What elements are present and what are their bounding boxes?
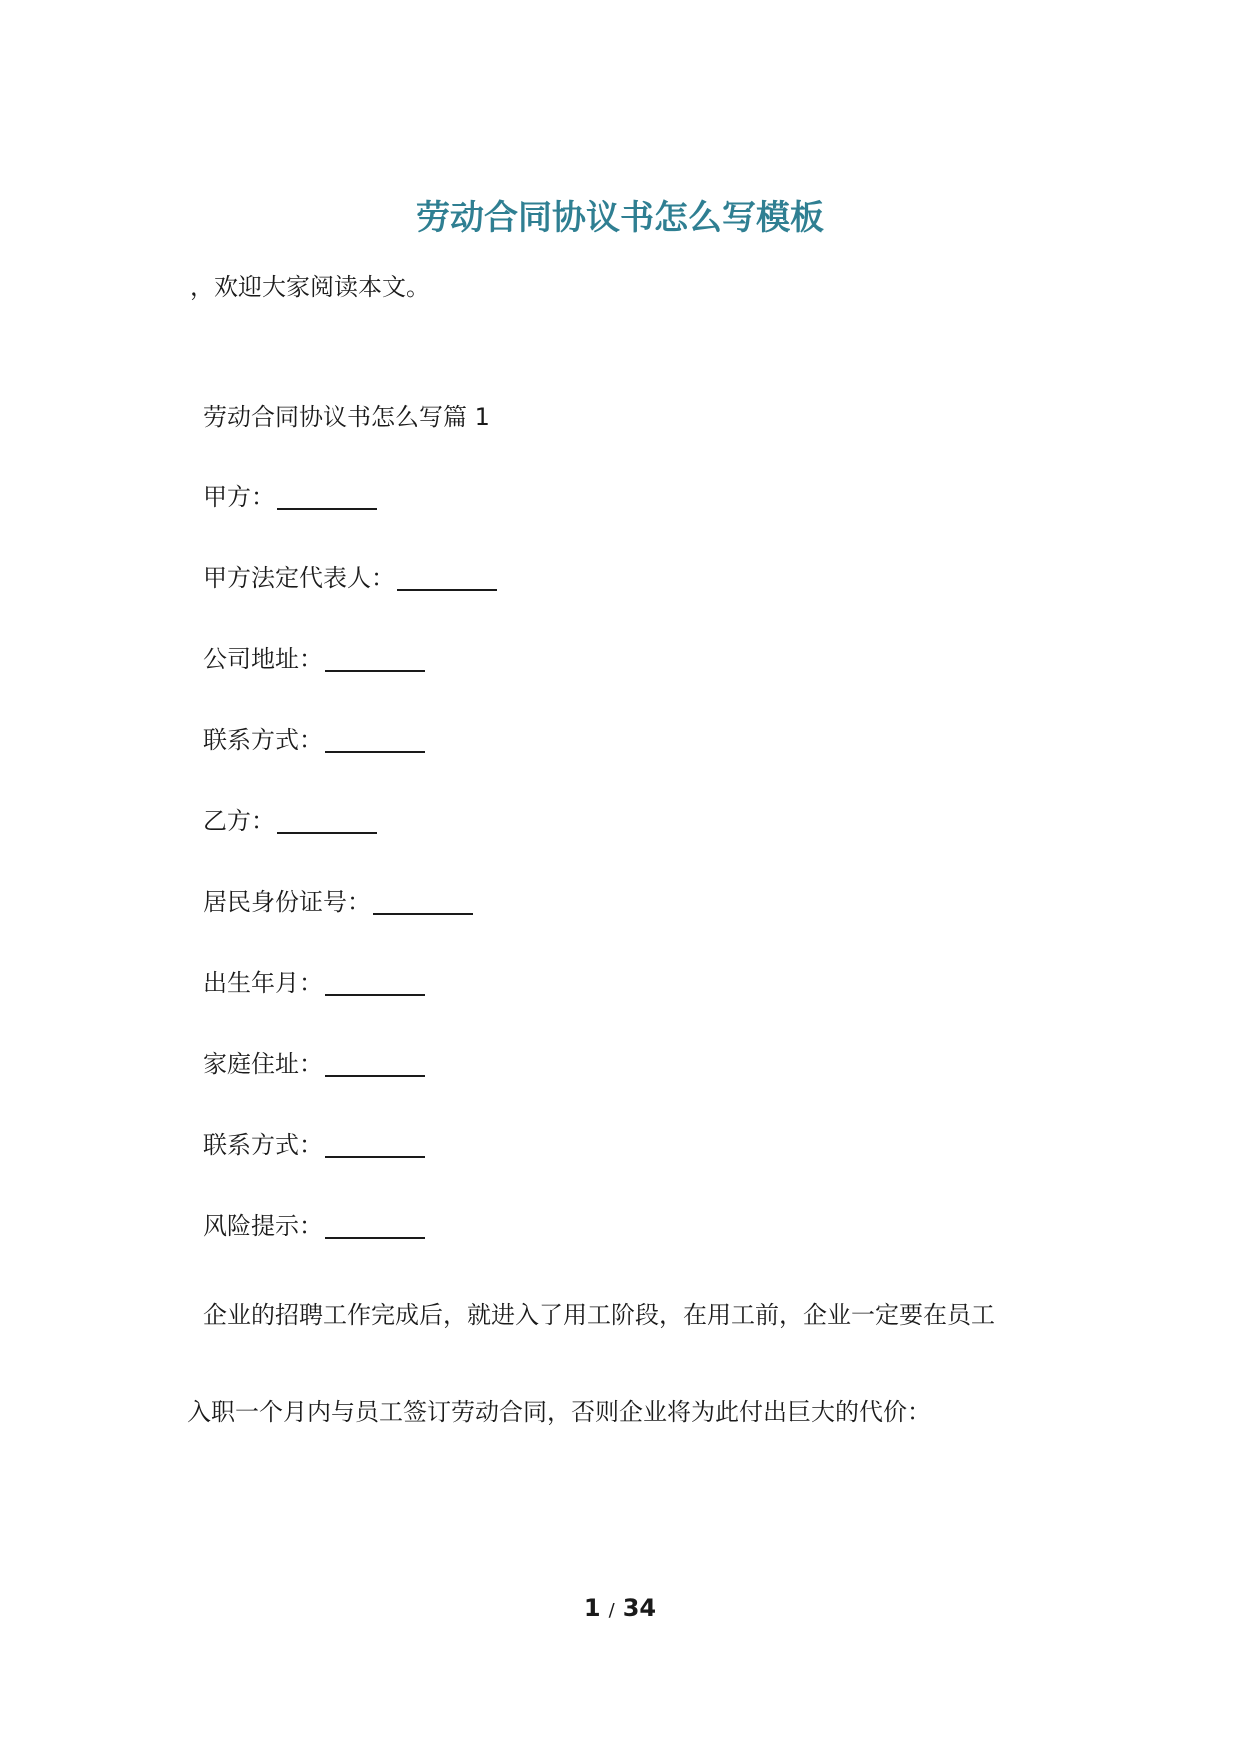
field-id-number [203, 885, 473, 919]
blank-line [325, 1213, 425, 1239]
field-birth-date [203, 966, 425, 1000]
section-heading: 劳动合同协议书怎么写篇 1 [203, 403, 490, 431]
page-number [0, 1593, 1240, 1626]
blank-line [325, 646, 425, 672]
blank-line [397, 565, 497, 591]
field-risk-notice [203, 1209, 425, 1243]
blank-line [373, 889, 473, 915]
field-contact-b [203, 1128, 425, 1162]
field-party-a [203, 480, 377, 514]
page-total: 34 [622, 1594, 657, 1622]
field-company-address [203, 642, 425, 676]
document-title: 劳动合同协议书怎么写模板 [416, 198, 824, 238]
field-label: 公司地址： [203, 645, 323, 673]
field-label: 甲方： [203, 483, 275, 511]
blank-line [277, 808, 377, 834]
field-home-address [203, 1047, 425, 1081]
blank-line [325, 1051, 425, 1077]
field-contact-a [203, 723, 425, 757]
field-legal-representative [203, 561, 497, 595]
page-current: 1 [583, 1594, 601, 1622]
field-label: 家庭住址： [203, 1050, 323, 1078]
page-separator: / [608, 1600, 615, 1621]
field-label: 居民身份证号： [203, 888, 371, 916]
field-label: 风险提示： [203, 1212, 323, 1240]
field-label: 出生年月： [203, 969, 323, 997]
blank-line [325, 727, 425, 753]
blank-line [325, 1132, 425, 1158]
blank-line [325, 970, 425, 996]
field-label: 联系方式： [203, 726, 323, 754]
body-paragraph-line-1: 企业的招聘工作完成后，就进入了用工阶段，在用工前，企业一定要在员工 [203, 1301, 995, 1329]
field-label: 甲方法定代表人： [203, 564, 395, 592]
field-label: 乙方： [203, 807, 275, 835]
blank-line [277, 484, 377, 510]
body-paragraph-line-2: 入职一个月内与员工签订劳动合同，否则企业将为此付出巨大的代价： [187, 1398, 931, 1426]
field-label: 联系方式： [203, 1131, 323, 1159]
intro-text: ，欢迎大家阅读本文。 [190, 273, 430, 301]
field-party-b [203, 804, 377, 838]
